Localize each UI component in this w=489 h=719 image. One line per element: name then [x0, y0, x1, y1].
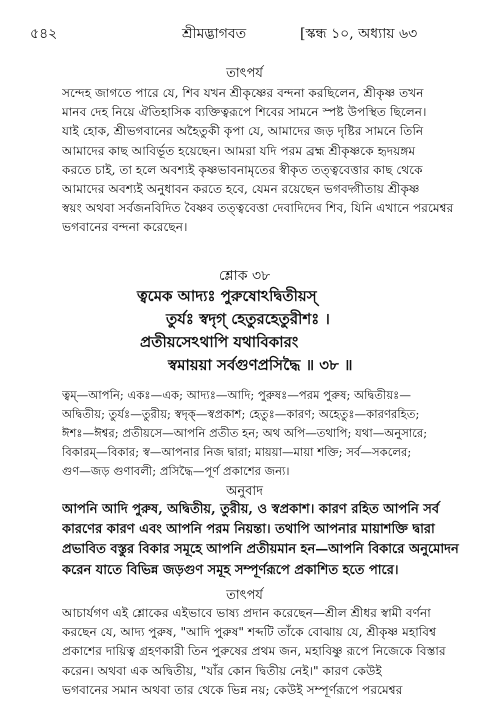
text-line: ত্বম্—আপনি; একঃ—এক; আদ্যঃ—আদি; পুরুষঃ—পরম পুরুষ; অদ্বিতীয়ঃ—: [62, 388, 411, 402]
text-line: প্রভাবিত বস্তুর বিকার সমূহে আপনি প্রতীয়মান হন—আপনি বিকারে অনুমোদন: [62, 542, 459, 558]
text-line: কারণের কারণ এবং আপনি পরম নিয়ন্তা। তথাপি আপনার মায়াশক্তি দ্বারা: [62, 522, 435, 538]
text-line: আমাদের অবশ্যই অনুধাবন করতে হবে, যেমন রয়েছেন ভগবদ্গীতায় শ্রীকৃষ্ণ: [62, 181, 420, 196]
purport-paragraph: [62, 604, 464, 700]
text-line: যাই হোক, শ্রীভগবানের অহৈতুকী কৃপা যে, আমাদের জড় দৃষ্টির সামনে তিনি: [62, 124, 424, 139]
text-line: আমাদের কাছ আবির্ভূত হয়েছেন। আমরা যদি পরম ব্রহ্ম শ্রীকৃষ্ণকে হৃদয়ঙ্গম: [62, 143, 416, 158]
translation-paragraph: [62, 500, 464, 581]
text-line: করতে চাই, তা হলে অবশ্যই কৃষ্ণভাবনামৃতের স্বীকৃত তত্ত্ববেত্তার কাছ থেকে: [62, 162, 423, 177]
text-line: স্বয়ং অথবা সর্বজনবিদিত বৈষ্ণব তত্ত্ববেত্তা দেবাদিদেব শিব, যিনি এখানে পরমেশ্বর: [62, 201, 454, 216]
verse-line: স্বমায়য়া সর্বগুণপ্রসিদ্ধৈ ॥ ৩৮ ॥: [168, 356, 353, 374]
purport-heading: তাৎপর্য: [226, 66, 263, 81]
verse-line: প্রতীয়সেঽথাপি যথাবিকারং: [140, 333, 299, 351]
text-line: আপনি আদি পুরুষ, অদ্বিতীয়, তুরীয়, ও স্বপ্রকাশ। কারণ রহিত আপনি সর্ব: [62, 502, 440, 517]
word-for-word-glossary: [62, 386, 464, 481]
book-title: শ্রীমদ্ভাগবত: [182, 26, 247, 42]
text-line: করছেন যে, আদ্য পুরুষ, "আদি পুরুষ" শব্দটি তাঁকে বোঝায় যে, শ্রীকৃষ্ণ মহাবিশ্ব: [62, 625, 437, 640]
text-line: ঈশঃ—ঈশ্বর; প্রতীয়সে—আপনি প্রতীত হন; অথ অপি—তথাপি; যথা—অনুসারে;: [62, 426, 428, 440]
text-line: সন্দেহ জাগতে পারে যে, শিব যখন শ্রীকৃষ্ণের বন্দনা করছিলেন, শ্রীকৃষ্ণ তখন: [62, 86, 424, 100]
verse-heading: শ্লোক ৩৮: [218, 268, 271, 284]
text-line: মানব দেহ নিয়ে ঐতিহাসিক ব্যক্তিত্বরূপে শিবের সামনে স্পষ্ট উপস্থিত ছিলেন।: [62, 105, 427, 120]
chapter-reference: [স্কন্ধ ১০, অধ্যায় ৬৩: [300, 26, 418, 42]
text-line: অদ্বিতীয়; তুর্যঃ—তুরীয়; স্বদৃক্—স্বপ্রকাশ; হেতুঃ—কারণ; অহেতুঃ—কারণরহিত;: [62, 407, 420, 421]
text-line: ভগবানের সমান অথবা তার থেকে ভিন্ন নয়; কেউই সম্পূর্ণরূপে পরমেশ্বর: [62, 682, 403, 697]
text-line: ভগবানের বন্দনা করেছেন।: [62, 220, 188, 235]
translation-heading: অনুবাদ: [226, 484, 263, 499]
text-line: আচার্যগণ এই শ্লোকের এইভাবে ভাষ্য প্রদান করেছেন—শ্রীল শ্রীধর স্বামী বর্ণনা: [62, 606, 431, 620]
purport-paragraph: [62, 84, 464, 238]
text-line: প্রকাশের দায়িত্ব গ্রহণকারী তিন পুরুষের প্রথম জন, মহাবিষ্ণু রূপে নিজেকে বিস্তার: [62, 644, 446, 659]
text-line: করেন। অথবা এক অদ্বিতীয়, "যাঁর কোন দ্বিতীয় নেই।" কারণ কেউই: [62, 663, 382, 678]
page-number: ৫৪২: [30, 26, 58, 42]
verse-line: তুর্যঃ স্বদৃগ্ হেতুরহেতুরীশঃ ।: [166, 310, 330, 328]
text-line: বিকারম্—বিকার; স্ব—আপনার নিজ দ্বারা; মায়য়া—মায়া শক্তি; সর্ব—সকলের;: [62, 445, 412, 459]
purport-heading: তাৎপর্য: [226, 588, 263, 603]
verse-line: ত্বমেক আদ্যঃ পুরুষোঽদ্বিতীয়স্: [137, 287, 317, 305]
text-line: করেন যাতে বিভিন্ন জড়গুণ সমূহ সম্পূর্ণরূপে প্রকাশিত হতে পারে।: [62, 562, 399, 578]
text-line: গুণ—জড় গুণাবলী; প্রসিদ্ধৈ—পূর্ণ প্রকাশের জন্য।: [62, 464, 290, 478]
